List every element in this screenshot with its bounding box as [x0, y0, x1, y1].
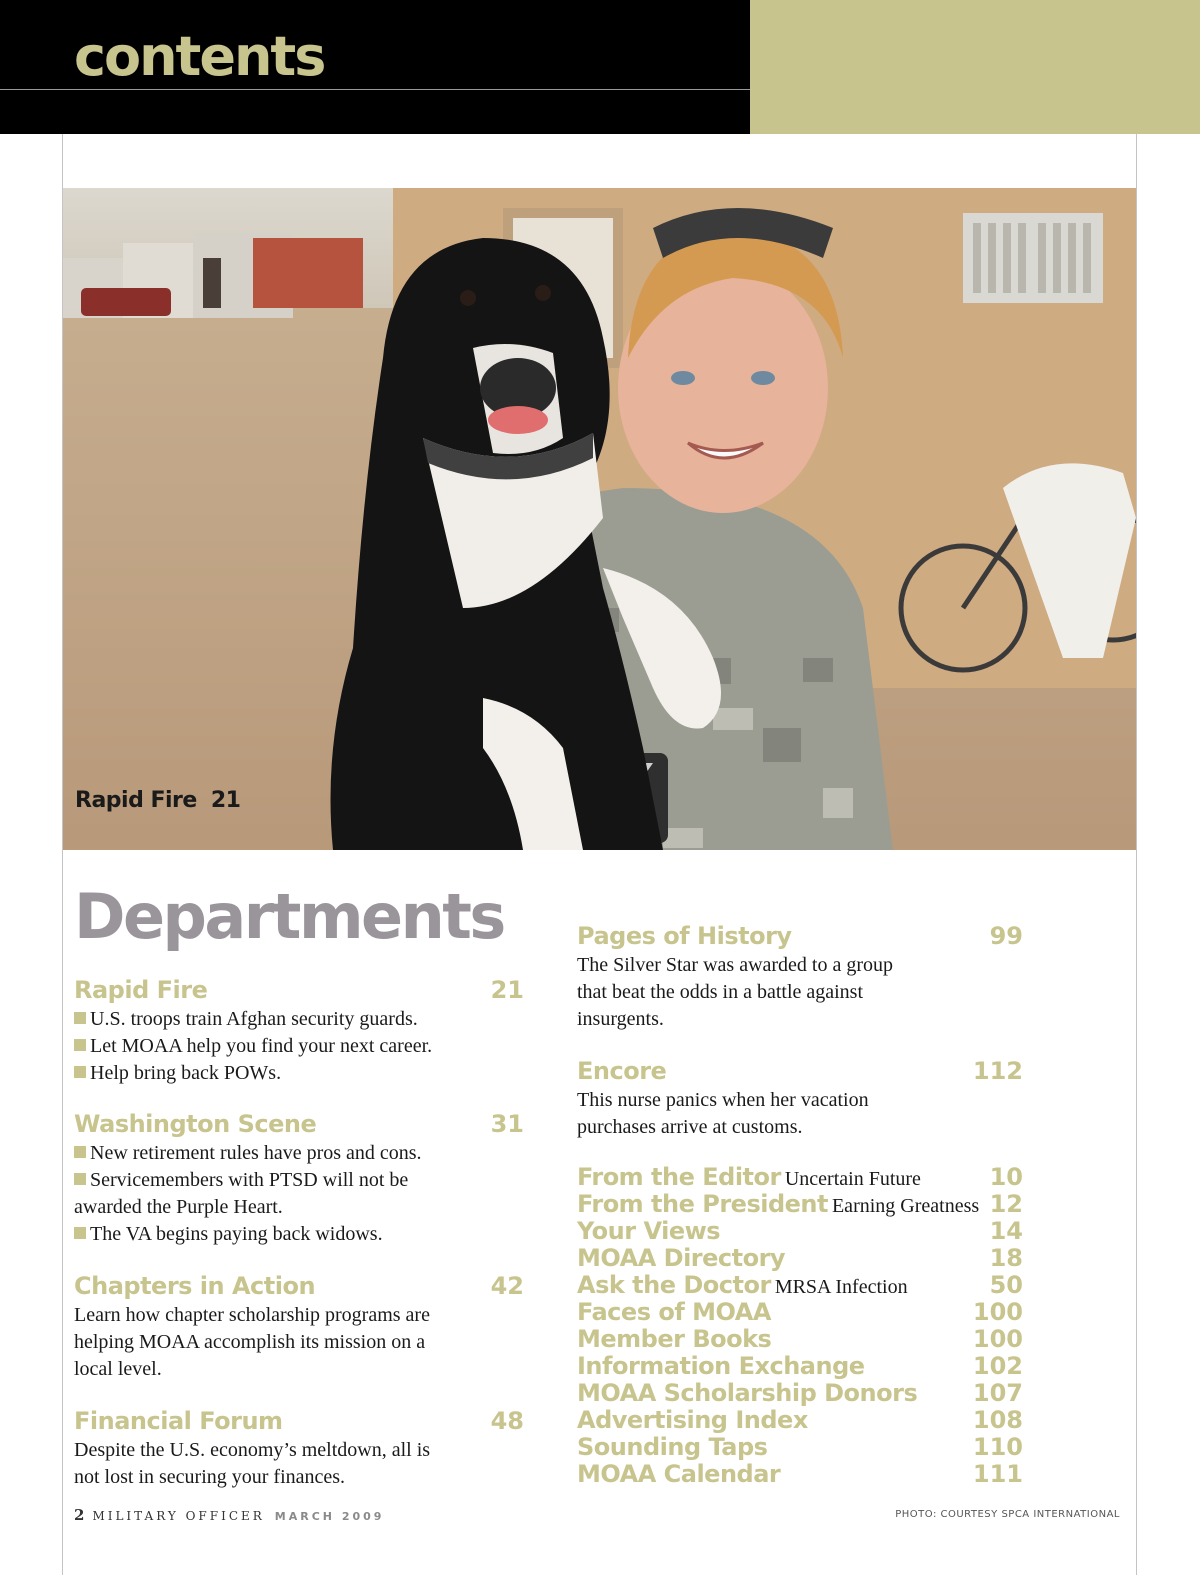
list-item-page: 107 [972, 1379, 1023, 1407]
list-item[interactable] [577, 1299, 1023, 1326]
toc-entry-washington-scene[interactable] [74, 1110, 524, 1248]
toc-entry-page: 99 [989, 922, 1023, 950]
list-item[interactable] [577, 1461, 1023, 1488]
bullet-item: New retirement rules have pros and cons. [74, 1140, 459, 1167]
list-item[interactable] [577, 1272, 1023, 1299]
photo-caption-label: Rapid Fire [75, 788, 197, 813]
short-entries-list [577, 1164, 1023, 1488]
list-item[interactable] [577, 1434, 1023, 1461]
toc-entry-page: 112 [972, 1057, 1023, 1085]
toc-entry-description: This nurse panics when her vacation purchases arrive at customs. [577, 1089, 869, 1138]
header-accent-block [750, 0, 1200, 134]
toc-entry-title[interactable]: Pages of History [577, 922, 792, 950]
footer-magazine-name: MILITARY OFFICER [92, 1509, 265, 1523]
toc-entry-page: 48 [490, 1407, 524, 1435]
list-item-title[interactable]: Information Exchange [577, 1352, 865, 1380]
list-item-page: 102 [972, 1352, 1023, 1380]
list-item-page: 100 [972, 1298, 1023, 1326]
toc-entry-title[interactable]: Washington Scene [74, 1110, 317, 1138]
toc-entry-page: 31 [490, 1110, 524, 1138]
list-item-subtitle: Earning Greatness [831, 1195, 980, 1217]
bullet-item: Servicemembers with PTSD will not be awarded the Purple Heart. [74, 1169, 409, 1218]
footer-issue-date: MARCH 2009 [274, 1510, 385, 1523]
cover-photo [63, 188, 1136, 850]
bullet-item: Help bring back POWs. [74, 1060, 524, 1087]
list-item[interactable] [577, 1380, 1023, 1407]
list-item[interactable] [577, 1218, 1023, 1245]
toc-entry-body [74, 1006, 524, 1087]
toc-entry-title[interactable]: Financial Forum [74, 1407, 283, 1435]
square-bullet-icon [74, 1039, 86, 1051]
toc-entry-rapid-fire[interactable] [74, 976, 524, 1087]
list-item-page: 14 [989, 1217, 1023, 1245]
list-item-page: 50 [989, 1271, 1023, 1299]
toc-entry-title[interactable]: Rapid Fire [74, 976, 208, 1004]
list-item-title[interactable]: MOAA Calendar [577, 1460, 781, 1488]
list-item-title[interactable]: From the President [577, 1190, 828, 1218]
toc-entry-financial-forum[interactable] [74, 1407, 524, 1491]
square-bullet-icon [74, 1227, 86, 1239]
list-item-title[interactable]: Sounding Taps [577, 1433, 768, 1461]
list-item[interactable] [577, 1353, 1023, 1380]
bullet-item: Let MOAA help you find your next career. [74, 1033, 524, 1060]
footer-folio [74, 1506, 384, 1524]
footer-page-number: 2 [74, 1506, 85, 1524]
list-item-subtitle: MRSA Infection [774, 1276, 908, 1298]
list-item-title[interactable]: Member Books [577, 1325, 772, 1353]
list-item[interactable] [577, 1164, 1023, 1191]
bullet-item: The VA begins paying back widows. [74, 1221, 459, 1248]
list-item-page: 12 [989, 1190, 1023, 1218]
list-item-title[interactable]: Advertising Index [577, 1406, 808, 1434]
toc-entry-page: 42 [490, 1272, 524, 1300]
photo-illustration [63, 188, 1136, 850]
right-frame-line [1136, 134, 1137, 1575]
list-item-page: 100 [972, 1325, 1023, 1353]
list-item-title[interactable]: MOAA Scholarship Donors [577, 1379, 918, 1407]
square-bullet-icon [74, 1173, 86, 1185]
list-item-title[interactable]: Your Views [577, 1217, 721, 1245]
header-divider [0, 89, 750, 90]
list-item-subtitle: Uncertain Future [784, 1168, 921, 1190]
list-item-page: 111 [972, 1460, 1023, 1488]
toc-entry-description: The Silver Star was awarded to a group that beat the odds in a battle against insurgents. [577, 954, 894, 1030]
photo-credit: PHOTO: COURTESY SPCA INTERNATIONAL [895, 1509, 1120, 1520]
square-bullet-icon [74, 1012, 86, 1024]
toc-entry-description: Learn how chapter scholarship programs are helping MOAA accomplish its mission on a local level. [74, 1304, 430, 1380]
list-item[interactable] [577, 1326, 1023, 1353]
photo-caption[interactable] [75, 788, 240, 813]
departments-heading: Departments [74, 880, 504, 953]
square-bullet-icon [74, 1066, 86, 1078]
bullet-item: U.S. troops train Afghan security guards. [74, 1006, 524, 1033]
toc-entry-title[interactable]: Chapters in Action [74, 1272, 316, 1300]
toc-entry-chapters-in-action[interactable] [74, 1272, 524, 1383]
list-item-title[interactable]: From the Editor [577, 1163, 781, 1191]
list-item-page: 108 [972, 1406, 1023, 1434]
list-item[interactable] [577, 1245, 1023, 1272]
list-item[interactable] [577, 1407, 1023, 1434]
toc-entry-description: Despite the U.S. economy’s meltdown, all is not lost in securing your finances. [74, 1439, 431, 1488]
list-item-title[interactable]: Faces of MOAA [577, 1298, 771, 1326]
toc-entry-page: 21 [490, 976, 524, 1004]
toc-entry-title[interactable]: Encore [577, 1057, 667, 1085]
square-bullet-icon [74, 1146, 86, 1158]
list-item-title[interactable]: MOAA Directory [577, 1244, 786, 1272]
list-item-title[interactable]: Ask the Doctor [577, 1271, 771, 1299]
toc-entry-body [74, 1140, 459, 1248]
toc-entry-pages-of-history[interactable] [577, 922, 1023, 1033]
list-item-page: 18 [989, 1244, 1023, 1272]
list-item[interactable] [577, 1191, 1023, 1218]
toc-entry-encore[interactable] [577, 1057, 1023, 1141]
list-item-page: 110 [972, 1433, 1023, 1461]
photo-caption-page: 21 [210, 788, 241, 813]
list-item-page: 10 [989, 1163, 1023, 1191]
page-title: contents [74, 25, 325, 88]
